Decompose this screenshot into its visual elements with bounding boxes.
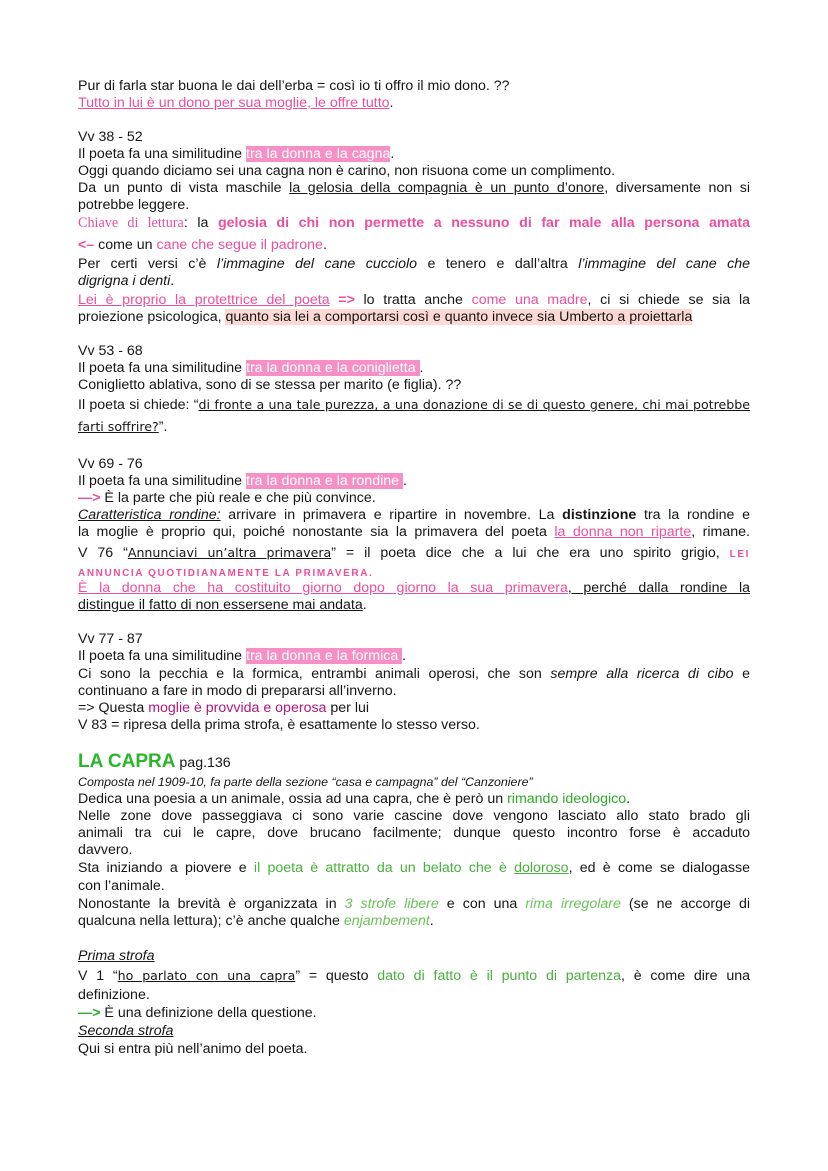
text: la moglie è proprio qui, poiché nonostante sia la primavera del poeta — [78, 524, 555, 540]
subheading — [78, 948, 750, 965]
text-line — [78, 987, 750, 1004]
text-line — [78, 700, 750, 717]
text: Vv 69 - 76 — [78, 456, 143, 472]
underlined-text: la gelosia della compagnia è un punto d’onore — [289, 180, 605, 196]
text: potrebbe leggere. — [78, 197, 190, 213]
text: . — [322, 237, 327, 253]
text: definizione. — [78, 987, 150, 1003]
text-line — [78, 666, 750, 683]
text: e con una — [438, 896, 526, 912]
arrow: <– — [78, 237, 95, 253]
text: . — [402, 473, 407, 489]
verses-heading — [78, 343, 750, 360]
caps-text: LEI — [729, 549, 750, 560]
text-line — [78, 842, 750, 859]
text-line — [78, 825, 750, 842]
text: . — [390, 146, 395, 162]
text: davvero. — [78, 842, 133, 858]
underlined-text: farti soffrire? — [78, 419, 159, 434]
text: Il poeta si chiede: “ — [78, 397, 199, 413]
text: con l’animale. — [78, 878, 165, 894]
highlight: tra la donna e la rondine — [246, 473, 403, 489]
arrow: => — [329, 292, 364, 308]
verses-heading — [78, 129, 750, 146]
pink-text: come una madre — [471, 292, 588, 308]
text: continuano a fare in modo di prepararsi all’inverno. — [78, 683, 397, 699]
text: V 83 = ripresa della prima strofa, è esattamente lo stesso verso. — [78, 717, 480, 733]
text: Il poeta fa una similitudine — [78, 360, 246, 376]
text-line — [78, 377, 750, 394]
text-line — [78, 95, 750, 112]
text: Il poeta fa una similitudine — [78, 648, 246, 664]
highlight: tra la donna e la coniglietta — [246, 360, 420, 376]
text-line — [78, 215, 750, 232]
arrow: —> — [78, 1005, 101, 1021]
text: , diversamente non si — [604, 180, 750, 196]
green-text: il poeta è attratto da un belato che è — [253, 860, 515, 876]
text: Nelle zone dove passeggiava ci sono varie cascine dove vengono lasciato allo stato brado gli — [78, 808, 750, 824]
text-line — [78, 717, 750, 734]
highlight: tra la donna e la formica — [246, 648, 403, 664]
text: ” = il poeta dice che a lui che era uno spirito grigio, — [331, 545, 730, 561]
text: arrivare in primavera e ripartire in novembre. La — [220, 507, 563, 523]
text: e — [733, 666, 750, 682]
text-line — [78, 913, 750, 930]
text: . — [389, 95, 394, 111]
text-line — [78, 544, 750, 563]
text-line — [78, 163, 750, 180]
text: Oggi quando diciamo sei una cagna non è carino, non risuona come un complimento. — [78, 163, 616, 179]
text-line — [78, 360, 750, 377]
subtitle — [78, 774, 750, 791]
text-line — [78, 580, 750, 597]
text-line — [78, 896, 750, 913]
text: . — [362, 597, 367, 613]
text: lo tratta anche — [363, 292, 472, 308]
pink-text: cane che segue il padrone — [156, 237, 323, 253]
italic-text: sempre alla ricerca di cibo — [550, 666, 734, 682]
text: , rimane. — [691, 524, 750, 540]
pink-text: È la donna che ha costituito giorno dopo giorno la sua primavera — [78, 580, 568, 596]
text: , ed è come se dialogasse — [568, 860, 750, 876]
green-italic-text: 3 strofe libere — [344, 896, 439, 912]
key-label: Chiave di lettura — [78, 215, 184, 231]
text-line — [78, 808, 750, 825]
highlight: quanto sia lei a comportarsi così e quanto invece sia Umberto a proiettarla — [225, 309, 693, 325]
text: animali tra cui le capre, dove brucano facilmente; dunque questo incontro forse è accaduto — [78, 825, 750, 841]
text-line — [78, 180, 750, 197]
text: È una definizione della questione. — [100, 1005, 317, 1021]
text: . — [419, 360, 424, 376]
text-line — [78, 1041, 750, 1058]
text-line — [78, 473, 750, 490]
text-line — [78, 490, 750, 507]
italic-text: l’immagine del cane cucciolo — [216, 256, 418, 272]
text-line — [78, 1005, 750, 1022]
subheading — [78, 1023, 750, 1040]
underlined-text: distingue il fatto di non essersene mai andata — [78, 597, 363, 613]
text: Sta iniziando a piovere e — [78, 860, 254, 876]
text-line — [78, 507, 750, 524]
text: Vv 53 - 68 — [78, 343, 143, 359]
text: Il poeta fa una similitudine — [78, 473, 246, 489]
text-line — [78, 791, 750, 808]
text: come un — [94, 237, 157, 253]
text: . — [626, 791, 631, 807]
text: e tenero e dall’altra — [417, 256, 579, 272]
text: Qui si entra più nell’animo del poeta. — [78, 1041, 308, 1057]
text: => Questa — [78, 700, 149, 716]
underlined-text: , perché dalla rondine la — [567, 580, 751, 596]
text-line — [78, 396, 750, 414]
text: Vv 38 - 52 — [78, 129, 143, 145]
pink-text: Tutto in lui è un dono per sua moglie, le offre tutto — [78, 95, 390, 111]
verses-heading — [78, 456, 750, 473]
text-line — [78, 878, 750, 895]
text-line — [78, 524, 750, 541]
text: Ci sono la pecchia e la formica, entrambi animali operosi, che son — [78, 666, 551, 682]
underlined-italic-text: Seconda strofa — [78, 1023, 174, 1039]
underlined-italic-text: Prima strofa — [78, 948, 155, 964]
text: , è come dire una — [621, 968, 750, 984]
page-ref: pag.136 — [175, 755, 231, 771]
caps-text: ANNUNCIA QUOTIDIANAMENTE LA PRIMAVERA. — [78, 568, 374, 579]
section-title — [78, 751, 750, 774]
bold-text: distinzione — [562, 507, 637, 523]
text: (se ne accorge di — [620, 896, 750, 912]
text-line — [78, 292, 750, 309]
bold-pink-text: gelosia di chi non permette a nessuno di far male alla persona amata — [217, 215, 750, 231]
text: Nonostante la brevità è organizzata in — [78, 896, 345, 912]
text-line — [78, 648, 750, 665]
pink-text: Lei è proprio la protettrice del poeta — [78, 292, 330, 308]
text: tra la rondine e — [636, 507, 750, 523]
text-line — [78, 418, 750, 436]
text-line — [78, 967, 750, 985]
green-italic-text: rima irregolare — [525, 896, 621, 912]
underlined-text: Annunciavi un’altra primavera — [127, 545, 332, 560]
pink-text: la donna non riparte — [554, 524, 692, 540]
arrow: —> — [78, 490, 101, 506]
text-line — [78, 197, 750, 214]
italic-text: Composta nel 1909-10, fa parte della sezione “casa e campagna” del “Canzoniere” — [78, 775, 533, 789]
green-italic-text: enjambement — [343, 913, 430, 929]
text: Da un punto di vista maschile — [78, 180, 290, 196]
italic-text: digrigna i denti — [78, 273, 171, 289]
green-text: rimando ideologico — [507, 791, 627, 807]
title-text: LA CAPRA — [78, 751, 176, 772]
text: , ci si chiede se sia la — [587, 292, 750, 308]
text: V 1 “ — [78, 968, 118, 984]
text-line — [78, 256, 750, 273]
text: ” = questo — [295, 968, 378, 984]
text-line — [78, 309, 750, 326]
text: Vv 77 - 87 — [78, 631, 143, 647]
underlined-italic-text: Caratteristica rondine: — [78, 507, 221, 523]
italic-text: l’immagine del cane che — [578, 256, 750, 272]
text-line — [78, 237, 750, 254]
green-underlined-text: doloroso — [514, 860, 569, 876]
text-line — [78, 273, 750, 290]
text-line — [78, 597, 750, 614]
text-line — [78, 683, 750, 700]
underlined-text: di fronte a una tale purezza, a una donazione di se di questo genere, chi mai potrebbe — [198, 397, 750, 412]
underlined-text: ho parlato con una capra — [117, 968, 296, 983]
text: Pur di farla star buona le dai dell’erba = così io ti offro il mio dono. ?? — [78, 78, 510, 94]
text: V 76 “ — [78, 545, 128, 561]
text: ”. — [158, 419, 168, 435]
text: È la parte che più reale e che più convince. — [100, 490, 376, 506]
text: qualcuna nella lettura); c’è anche qualche — [78, 913, 344, 929]
green-text: dato di fatto è il punto di partenza — [377, 968, 621, 984]
text: : la — [183, 215, 218, 231]
magenta-text: moglie è provvida e operosa — [148, 700, 327, 716]
text: proiezione psicologica, — [78, 309, 226, 325]
text-line — [78, 78, 750, 95]
verses-heading — [78, 631, 750, 648]
text: Dedica una poesia a un animale, ossia ad una capra, che è però un — [78, 791, 508, 807]
text: Il poeta fa una similitudine — [78, 146, 246, 162]
text: per lui — [326, 700, 370, 716]
text-line — [78, 146, 750, 163]
text: . — [402, 648, 407, 664]
highlight: tra la donna e la cagna — [246, 146, 391, 162]
text-line — [78, 860, 750, 877]
text: . — [170, 273, 175, 289]
text: Conigliett‍o ablativa, sono di se stessa per marito (e figlia). ?? — [78, 377, 462, 393]
text: Per certi versi c’è — [78, 256, 217, 272]
text: . — [429, 913, 434, 929]
